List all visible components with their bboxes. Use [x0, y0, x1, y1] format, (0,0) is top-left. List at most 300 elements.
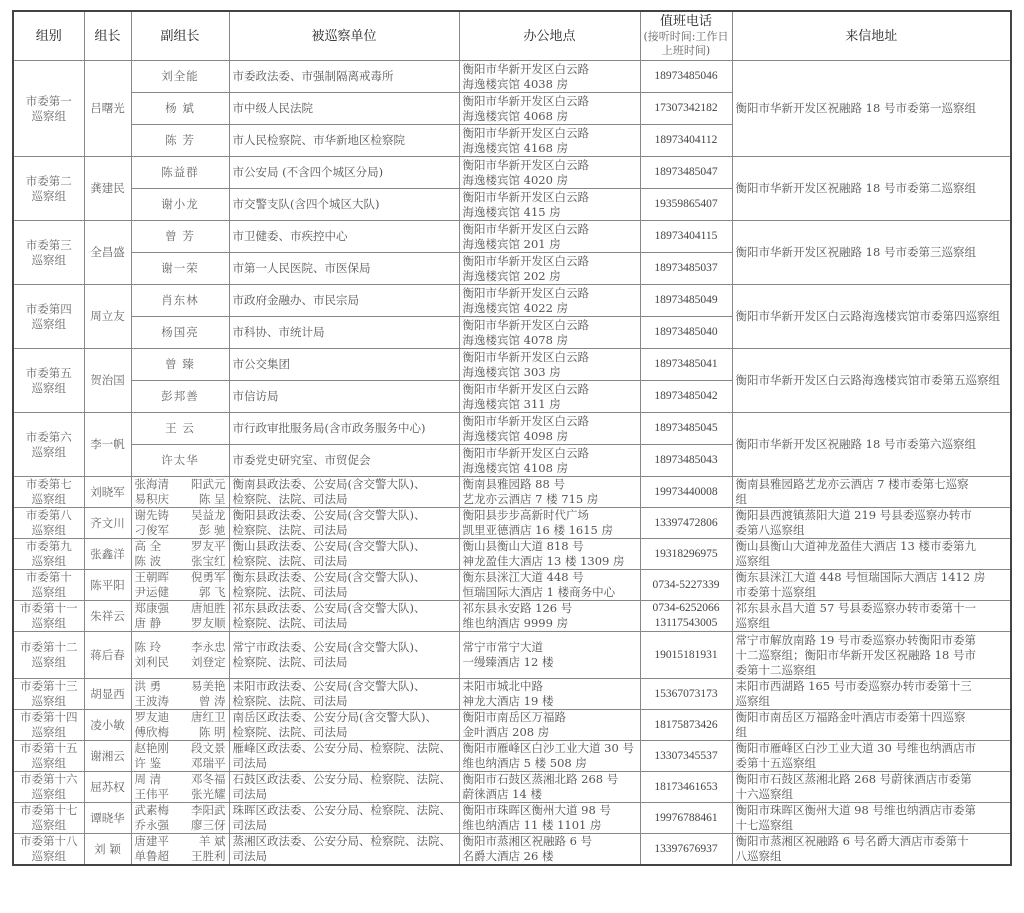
mail-line-1: 衡阳县西渡镇蒸阳大道 219 号县委巡察办转市 [735, 508, 972, 522]
group-leader: 李一帆 [84, 413, 131, 477]
deputy-name: 洪 勇 [134, 679, 162, 693]
group-leader: 蒋后春 [84, 632, 131, 679]
office-location [459, 741, 640, 772]
unit-line-2: 司法局 [232, 787, 267, 801]
inspected-unit [229, 710, 459, 741]
group-name-line-1: 市委第十 [25, 570, 72, 584]
table-row [13, 285, 1011, 317]
office-line-2: 名爵大酒店 26 楼 [462, 849, 554, 863]
header-leader: 组长 [84, 11, 131, 61]
office-line-2: 一缦臻酒店 12 楼 [462, 655, 554, 669]
office-location [459, 508, 640, 539]
office-location [459, 477, 640, 508]
inspected-unit [229, 772, 459, 803]
office-line-1: 耒阳市城北中路 [462, 679, 543, 693]
mail-line-2: 巡察组 [735, 554, 770, 568]
group-leader: 贺治国 [84, 349, 131, 413]
table-row [13, 508, 1011, 539]
table-row [13, 772, 1011, 803]
mail-line-1: 衡山县衡山大道神龙盈佳大酒店 13 楼市委第九 [735, 539, 976, 553]
mail-line-1: 耒阳市西湖路 165 号市委巡察办转市委第十三 [735, 679, 972, 693]
deputy-name: 陈 波 [134, 554, 162, 568]
unit-line-1: 常宁市政法委、公安局(含交警大队)、 [232, 640, 426, 654]
group-name-line-2: 巡察组 [31, 849, 66, 863]
deputy-name: 罗友平 [191, 539, 226, 553]
deputy-pair [135, 679, 226, 694]
deputy-pair [135, 834, 226, 849]
inspected-unit: 市委政法委、市强制隔离戒毒所 [229, 61, 459, 93]
group-leader: 吕曙光 [84, 61, 131, 157]
phone-line-1: 19976788461 [654, 811, 718, 824]
group-name [13, 679, 84, 710]
office-line-1: 衡阳市雁峰区白沙工业大道 30 号 [462, 741, 634, 755]
mail-address [732, 803, 1011, 834]
deputy-name: 陈 玲 [134, 640, 162, 654]
deputy-pair [135, 477, 226, 492]
mail-line-2: 巡察组 [735, 616, 770, 630]
mail-line-1: 衡南县雅园路艺龙亦云酒店 7 楼市委第七巡察 [735, 477, 969, 491]
group-name-line-2: 巡察组 [31, 380, 66, 395]
group-name-line-2: 巡察组 [31, 492, 66, 506]
phone-line-1: 13397676937 [654, 842, 718, 855]
deputy-name: 高 全 [134, 539, 162, 553]
duty-phone: 18973485046 [640, 61, 732, 93]
header-unit: 被巡察单位 [229, 11, 459, 61]
office-line-2: 海逸楼宾馆 4068 房 [462, 108, 569, 123]
group-name [13, 632, 84, 679]
header-row [13, 11, 1011, 61]
deputy-leader: 刘全能 [131, 61, 229, 93]
office-line-2: 神龙盈佳大酒店 13 楼 1309 房 [462, 554, 625, 568]
mail-address: 衡阳市华新开发区祝融路 18 号市委第一巡察组 [732, 61, 1011, 157]
unit-line-2: 检察院、法院、司法局 [232, 655, 348, 669]
duty-phone: 18973485049 [640, 285, 732, 317]
inspected-unit: 市交警支队(含四个城区大队) [229, 189, 459, 221]
office-location [459, 570, 640, 601]
group-name-line-1: 市委第十七 [20, 803, 78, 817]
deputy-name: 武素梅 [134, 803, 169, 817]
office-line-2: 金叶酒店 208 房 [462, 725, 550, 739]
group-name-line-1: 市委第十八 [20, 834, 78, 848]
header-group: 组别 [13, 11, 84, 61]
deputy-leaders [131, 632, 229, 679]
office-line-2: 凯里亚德酒店 16 楼 1615 房 [462, 523, 614, 537]
deputy-name: 吴益龙 [191, 508, 226, 522]
office-line-2: 海逸楼宾馆 4168 房 [462, 140, 569, 155]
group-name-line-2: 巡察组 [31, 725, 66, 739]
unit-line-1: 蒸湘区政法委、公安分局、检察院、法院、 [232, 834, 451, 848]
duty-phone [640, 601, 732, 632]
office-line-1: 衡阳市华新开发区白云路 [462, 381, 589, 396]
office-line-1: 衡阳市华新开发区白云路 [462, 285, 589, 300]
deputy-pair [135, 756, 226, 771]
deputy-pair [135, 585, 226, 600]
deputy-pair [135, 818, 226, 833]
office-line-2: 海逸楼宾馆 4020 房 [462, 172, 569, 187]
group-name-line-1: 市委第九 [25, 539, 72, 553]
unit-line-2: 检察院、法院、司法局 [232, 694, 348, 708]
phone-line-1: 0734-5227339 [652, 578, 720, 591]
office-line-1: 衡阳市蒸湘区祝融路 6 号 [462, 834, 593, 848]
deputy-pair [135, 539, 226, 554]
office-location [459, 125, 640, 157]
mail-line-1: 衡阳市南岳区万福路金叶酒店市委第十四巡察 [735, 710, 966, 724]
group-name-line-2: 巡察组 [31, 694, 66, 708]
header-mail: 来信地址 [732, 11, 1011, 61]
deputy-leader: 杨国亮 [131, 317, 229, 349]
mail-line-1: 衡阳市蒸湘区祝融路 6 号名爵大酒店市委第十 [735, 834, 969, 848]
office-location [459, 834, 640, 866]
duty-phone: 18973485037 [640, 253, 732, 285]
mail-address [732, 508, 1011, 539]
deputy-leader: 许太华 [131, 445, 229, 477]
deputy-leaders [131, 601, 229, 632]
deputy-name: 廖三伢 [191, 818, 226, 832]
group-name [13, 157, 84, 221]
deputy-pair [135, 508, 226, 523]
table-row [13, 349, 1011, 381]
mail-line-2: 八巡察组 [735, 849, 782, 863]
office-line-2: 海逸楼宾馆 415 房 [462, 204, 561, 219]
mail-line-1: 衡阳市珠晖区衡州大道 98 号维也纳酒店市委第 [735, 803, 976, 817]
group-name [13, 285, 84, 349]
phone-line-1: 19015181931 [654, 648, 718, 661]
mail-line-2: 巡察组 [735, 694, 770, 708]
mail-address [732, 710, 1011, 741]
deputy-name: 易美艳 [191, 679, 226, 693]
office-line-2: 海逸楼宾馆 4038 房 [462, 76, 569, 91]
mail-address [732, 570, 1011, 601]
group-name-line-1: 市委第八 [25, 508, 72, 522]
group-name [13, 741, 84, 772]
group-name [13, 477, 84, 508]
inspected-unit: 市中级人民法院 [229, 93, 459, 125]
group-name-line-2: 巡察组 [31, 585, 66, 599]
deputy-name: 张宝红 [191, 554, 226, 568]
unit-line-2: 检察院、法院、司法局 [232, 523, 348, 537]
group-name-line-2: 巡察组 [31, 523, 66, 537]
group-name-line-1: 市委第十六 [20, 772, 78, 786]
table-row [13, 741, 1011, 772]
office-line-1: 衡阳市珠晖区衡州大道 98 号 [462, 803, 611, 817]
duty-phone [640, 679, 732, 710]
inspected-unit [229, 834, 459, 866]
mail-address [732, 539, 1011, 570]
unit-line-1: 南岳区政法委、公安分局(含交警大队)、 [232, 710, 437, 724]
duty-phone [640, 632, 732, 679]
group-leader: 胡显西 [84, 679, 131, 710]
inspected-unit: 市卫健委、市疾控中心 [229, 221, 459, 253]
group-name-line-2: 巡察组 [31, 108, 66, 123]
unit-line-1: 衡南县政法委、公安局(含交警大队)、 [232, 477, 426, 491]
mail-address [732, 741, 1011, 772]
unit-line-1: 祁东县政法委、公安局(含交警大队)、 [232, 601, 426, 615]
phone-line-1: 15367073173 [654, 687, 718, 700]
deputy-name: 郑康强 [134, 601, 169, 615]
group-name-line-1: 市委第一 [25, 93, 72, 108]
group-name [13, 834, 84, 866]
deputy-leader: 肖东林 [131, 285, 229, 317]
unit-line-1: 耒阳市政法委、公安局(含交警大队)、 [232, 679, 426, 693]
deputy-pair [135, 787, 226, 802]
group-name-line-2: 巡察组 [31, 444, 66, 459]
group-name-line-2: 巡察组 [31, 655, 66, 669]
office-location [459, 803, 640, 834]
group-name [13, 61, 84, 157]
header-deputy: 副组长 [131, 11, 229, 61]
deputy-pair [135, 570, 226, 585]
group-name [13, 413, 84, 477]
inspected-unit [229, 741, 459, 772]
office-line-2: 维也纳酒店 9999 房 [462, 616, 569, 630]
office-line-2: 维也纳酒店 11 楼 1101 房 [462, 818, 602, 832]
deputy-name: 李阳武 [191, 803, 226, 817]
deputy-pair [135, 803, 226, 818]
mail-line-2: 组 [735, 725, 747, 739]
office-line-1: 衡阳市华新开发区白云路 [462, 221, 589, 236]
group-leader: 龚建民 [84, 157, 131, 221]
duty-phone: 18973485045 [640, 413, 732, 445]
mail-line-1: 衡阳市雁峰区白沙工业大道 30 号维也纳酒店市 [735, 741, 976, 755]
duty-phone [640, 772, 732, 803]
group-name-line-2: 巡察组 [31, 252, 66, 267]
office-line-2: 海逸楼宾馆 4078 房 [462, 332, 569, 347]
header-phone-title: 值班电话 [659, 14, 712, 29]
deputy-pair [135, 849, 226, 864]
mail-address: 衡阳市华新开发区白云路海逸楼宾馆市委第四巡察组 [732, 285, 1011, 349]
inspected-unit [229, 570, 459, 601]
inspected-unit: 市行政审批服务局(含市政务服务中心) [229, 413, 459, 445]
deputy-name: 罗友迪 [134, 710, 169, 724]
table-row [13, 61, 1011, 93]
mail-line-1: 衡阳市石鼓区蒸湘北路 268 号蔚徕酒店市委第 [735, 772, 972, 786]
office-location [459, 632, 640, 679]
office-line-2: 海逸楼宾馆 201 房 [462, 236, 561, 251]
group-leader: 陈平阳 [84, 570, 131, 601]
duty-phone: 18973485040 [640, 317, 732, 349]
mail-line-2: 委第八巡察组 [735, 523, 805, 537]
office-line-2: 艺龙亦云酒店 7 楼 715 房 [462, 492, 599, 506]
deputy-name: 刘利民 [134, 655, 169, 669]
office-line-1: 衡南县雅园路 88 号 [462, 477, 565, 491]
group-name [13, 221, 84, 285]
group-name-line-1: 市委第十三 [20, 679, 78, 693]
duty-phone [640, 741, 732, 772]
deputy-name: 王胜利 [191, 849, 226, 863]
deputy-name: 邓冬福 [191, 772, 226, 786]
duty-phone [640, 803, 732, 834]
group-name-line-2: 巡察组 [31, 616, 66, 630]
office-location [459, 445, 640, 477]
group-name [13, 710, 84, 741]
phone-line-2: 13117543005 [654, 617, 718, 629]
phone-line-1: 0734-6252066 [652, 602, 720, 614]
group-leader: 谭晓华 [84, 803, 131, 834]
group-name [13, 601, 84, 632]
deputy-leader: 陈益群 [131, 157, 229, 189]
unit-line-2: 检察院、法院、司法局 [232, 554, 348, 568]
duty-phone: 18973485041 [640, 349, 732, 381]
deputy-name: 李永忠 [191, 640, 226, 654]
duty-phone [640, 570, 732, 601]
deputy-name: 段文景 [191, 741, 226, 755]
inspected-unit: 市委党史研究室、市贸促会 [229, 445, 459, 477]
deputy-leaders [131, 539, 229, 570]
office-line-1: 衡阳市南岳区万福路 [462, 710, 566, 724]
deputy-name: 乔永强 [134, 818, 169, 832]
mail-line-2: 市委第十巡察组 [735, 585, 816, 599]
inspected-unit: 市第一人民医院、市医保局 [229, 253, 459, 285]
group-name-line-1: 市委第四 [25, 301, 72, 316]
group-name-line-2: 巡察组 [31, 756, 66, 770]
office-line-1: 衡东县洣江大道 448 号 [462, 570, 584, 584]
mail-address [732, 477, 1011, 508]
mail-address [732, 772, 1011, 803]
deputy-name: 张海清 [134, 477, 169, 491]
deputy-name: 羊 斌 [198, 834, 226, 848]
deputy-leaders [131, 741, 229, 772]
deputy-name: 彭 驰 [198, 523, 226, 537]
group-name-line-1: 市委第五 [25, 365, 72, 380]
duty-phone [640, 508, 732, 539]
office-location [459, 381, 640, 413]
group-leader: 刘 颖 [84, 834, 131, 866]
unit-line-1: 衡阳县政法委、公安局(含交警大队)、 [232, 508, 426, 522]
deputy-leaders [131, 679, 229, 710]
inspected-unit: 市政府金融办、市民宗局 [229, 285, 459, 317]
deputy-name: 曾 涛 [198, 694, 226, 708]
inspected-unit: 市公交集团 [229, 349, 459, 381]
deputy-name: 张光耀 [191, 787, 226, 801]
inspected-unit [229, 477, 459, 508]
duty-phone: 18973485047 [640, 157, 732, 189]
office-line-1: 衡阳县步步高新时代广场 [462, 508, 589, 522]
deputy-name: 刘登定 [191, 655, 226, 669]
deputy-name: 唐建平 [134, 834, 169, 848]
office-line-1: 衡阳市石鼓区蒸湘北路 268 号 [462, 772, 619, 786]
deputy-pair [135, 616, 226, 631]
deputy-name: 邓瑞平 [191, 756, 226, 770]
deputy-name: 唐 静 [134, 616, 162, 630]
group-name-line-2: 巡察组 [31, 188, 66, 203]
office-location [459, 317, 640, 349]
office-location [459, 157, 640, 189]
group-name [13, 570, 84, 601]
table-row [13, 570, 1011, 601]
mail-line-2: 十二巡察组；衡阳市华新开发区祝融路 18 号市 [735, 647, 976, 662]
mail-address: 衡阳市华新开发区祝融路 18 号市委第二巡察组 [732, 157, 1011, 221]
deputy-name: 傅欣梅 [134, 725, 169, 739]
deputy-pair [135, 710, 226, 725]
office-line-1: 衡阳市华新开发区白云路 [462, 189, 589, 204]
group-leader: 张鑫洋 [84, 539, 131, 570]
inspected-unit [229, 508, 459, 539]
deputy-name: 罗友顺 [191, 616, 226, 630]
table-row [13, 221, 1011, 253]
mail-address [732, 632, 1011, 679]
group-name-line-2: 巡察组 [31, 787, 66, 801]
group-name-line-1: 市委第十四 [20, 710, 78, 724]
unit-line-2: 检察院、法院、司法局 [232, 585, 348, 599]
office-line-2: 海逸楼宾馆 303 房 [462, 364, 561, 379]
office-location [459, 189, 640, 221]
deputy-name: 单鲁超 [134, 849, 169, 863]
header-phone-hours: (接听时间:工作日上班时间) [643, 30, 729, 57]
office-line-1: 衡阳市华新开发区白云路 [462, 125, 589, 140]
deputy-name: 刁俊军 [134, 523, 169, 537]
group-name [13, 349, 84, 413]
mail-address [732, 601, 1011, 632]
deputy-name: 王波涛 [134, 694, 169, 708]
deputy-leaders [131, 508, 229, 539]
office-location [459, 710, 640, 741]
mail-line-1: 祁东县永昌大道 57 号县委巡察办转市委第十一 [735, 601, 976, 615]
duty-phone: 19359865407 [640, 189, 732, 221]
unit-line-1: 衡山县政法委、公安局(含交警大队)、 [232, 539, 426, 553]
office-line-1: 衡阳市华新开发区白云路 [462, 61, 589, 76]
group-name-line-1: 市委第十五 [20, 741, 78, 755]
inspected-unit [229, 632, 459, 679]
office-location [459, 285, 640, 317]
deputy-pair [135, 492, 226, 507]
deputy-name: 王朝晖 [134, 570, 169, 584]
group-leader: 周立友 [84, 285, 131, 349]
group-name-line-1: 市委第三 [25, 237, 72, 252]
group-name-line-1: 市委第六 [25, 429, 72, 444]
deputy-name: 王伟平 [134, 787, 169, 801]
deputy-leaders [131, 710, 229, 741]
office-location [459, 93, 640, 125]
deputy-leaders [131, 477, 229, 508]
group-name-line-1: 市委第七 [25, 477, 72, 491]
table-row [13, 413, 1011, 445]
deputy-leaders [131, 570, 229, 601]
duty-phone: 18973485042 [640, 381, 732, 413]
office-line-2: 蔚徕酒店 14 楼 [462, 787, 542, 801]
inspected-unit: 市信访局 [229, 381, 459, 413]
deputy-name: 倪勇军 [191, 570, 226, 584]
mail-line-2: 十七巡察组 [735, 818, 793, 832]
deputy-pair [135, 772, 226, 787]
office-line-1: 衡阳市华新开发区白云路 [462, 93, 589, 108]
deputy-leader: 谢小龙 [131, 189, 229, 221]
phone-line-1: 19318296975 [654, 547, 718, 560]
inspected-unit [229, 601, 459, 632]
duty-phone [640, 539, 732, 570]
deputy-leaders [131, 834, 229, 866]
mail-address [732, 679, 1011, 710]
deputy-leader: 谢一荣 [131, 253, 229, 285]
office-line-2: 维也纳酒店 5 楼 508 房 [462, 756, 587, 770]
inspected-unit: 市公安局 (不含四个城区分局) [229, 157, 459, 189]
group-name-line-2: 巡察组 [31, 554, 66, 568]
table-row [13, 679, 1011, 710]
unit-line-2: 检察院、法院、司法局 [232, 616, 348, 630]
unit-line-2: 司法局 [232, 756, 267, 770]
office-line-2: 海逸楼宾馆 4022 房 [462, 300, 569, 315]
deputy-name: 陈 呈 [198, 492, 226, 506]
deputy-leaders [131, 803, 229, 834]
group-name [13, 772, 84, 803]
office-line-2: 神龙大酒店 19 楼 [462, 694, 554, 708]
mail-address: 衡阳市华新开发区祝融路 18 号市委第三巡察组 [732, 221, 1011, 285]
deputy-name: 郭 飞 [198, 585, 226, 599]
group-name-line-1: 市委第十一 [20, 601, 78, 615]
office-line-1: 衡阳市华新开发区白云路 [462, 157, 589, 172]
inspected-unit [229, 539, 459, 570]
unit-line-2: 检察院、法院、司法局 [232, 725, 348, 739]
group-name [13, 539, 84, 570]
